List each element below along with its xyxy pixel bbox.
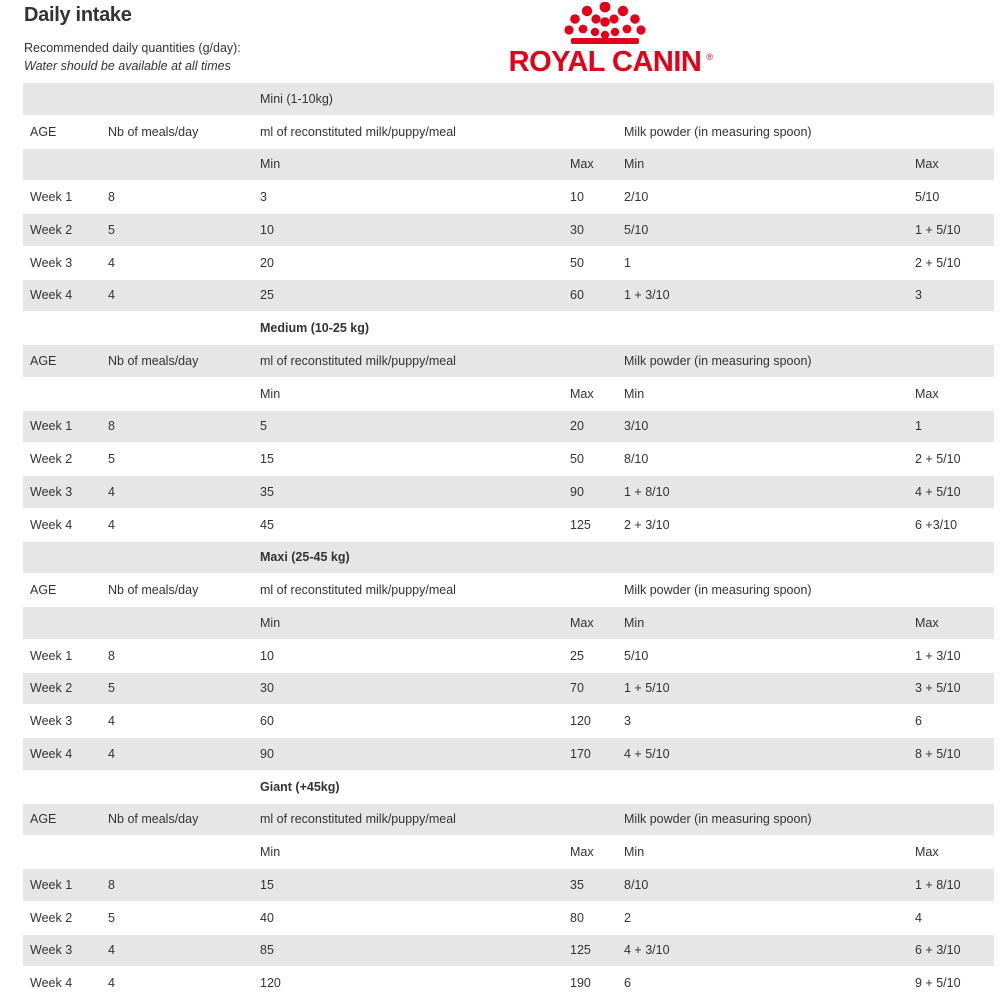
cell-powder-min: 4 + 3/10 <box>617 934 908 967</box>
cell-milk-min: 15 <box>253 869 563 902</box>
cell-powder-min: 2 + 3/10 <box>617 508 908 541</box>
sub-powder-max: Max <box>908 377 994 410</box>
table-row <box>23 738 994 771</box>
cell-powder-min: 1 <box>617 246 908 279</box>
header-powder: Milk powder (in measuring spoon) <box>617 803 994 836</box>
cell-powder-max: 1 + 3/10 <box>908 639 994 672</box>
cell-powder-min: 2/10 <box>617 181 908 214</box>
header-age: AGE <box>23 574 101 607</box>
cell-powder-max: 2 + 5/10 <box>908 443 994 476</box>
cell-age: Week 4 <box>23 279 101 312</box>
cell-powder-max: 6 <box>908 705 994 738</box>
cell-powder-min: 5/10 <box>617 214 908 247</box>
cell-powder-min: 5/10 <box>617 639 908 672</box>
header-meals: Nb of meals/day <box>101 803 253 836</box>
cell-age: Week 3 <box>23 705 101 738</box>
sub-powder-max: Max <box>908 148 994 181</box>
min-max-row <box>23 836 994 869</box>
cell-milk-min: 35 <box>253 476 563 509</box>
header-powder: Milk powder (in measuring spoon) <box>617 345 994 378</box>
section-title: Mini (1-10kg) <box>253 83 994 115</box>
header-milk: ml of reconstituted milk/puppy/meal <box>253 115 617 148</box>
crown-icon <box>497 2 713 48</box>
header-powder: Milk powder (in measuring spoon) <box>617 574 994 607</box>
cell-milk-max: 125 <box>563 934 617 967</box>
cell-powder-min: 1 + 8/10 <box>617 476 908 509</box>
cell-milk-min: 90 <box>253 738 563 771</box>
cell-milk-min: 3 <box>253 181 563 214</box>
cell-meals: 4 <box>101 476 253 509</box>
cell-age: Week 1 <box>23 181 101 214</box>
header-meals: Nb of meals/day <box>101 574 253 607</box>
cell-milk-max: 125 <box>563 508 617 541</box>
cell-powder-min: 1 + 3/10 <box>617 279 908 312</box>
table-row <box>23 934 994 967</box>
table-row <box>23 279 994 312</box>
cell-meals: 5 <box>101 443 253 476</box>
sub-powder-max: Max <box>908 836 994 869</box>
header-age: AGE <box>23 803 101 836</box>
cell-milk-max: 30 <box>563 214 617 247</box>
header-powder: Milk powder (in measuring spoon) <box>617 115 994 148</box>
cell-milk-min: 10 <box>253 639 563 672</box>
sub-powder-min: Min <box>617 607 908 640</box>
sub-milk-max: Max <box>563 148 617 181</box>
cell-meals: 4 <box>101 246 253 279</box>
section-title: Giant (+45kg) <box>253 770 994 803</box>
header-milk: ml of reconstituted milk/puppy/meal <box>253 803 617 836</box>
cell-milk-min: 25 <box>253 279 563 312</box>
sub-powder-min: Min <box>617 836 908 869</box>
cell-milk-max: 190 <box>563 967 617 1000</box>
cell-meals: 8 <box>101 869 253 902</box>
header-meals: Nb of meals/day <box>101 115 253 148</box>
cell-meals: 8 <box>101 410 253 443</box>
cell-meals: 5 <box>101 672 253 705</box>
cell-milk-max: 20 <box>563 410 617 443</box>
section-title-row <box>23 312 994 345</box>
subtitle: Recommended daily quantities (g/day): <box>24 41 241 55</box>
table-row <box>23 901 994 934</box>
cell-age: Week 3 <box>23 246 101 279</box>
cell-age: Week 2 <box>23 214 101 247</box>
sub-milk-max: Max <box>563 836 617 869</box>
cell-meals: 4 <box>101 738 253 771</box>
sub-powder-max: Max <box>908 607 994 640</box>
section-title-row <box>23 83 994 115</box>
min-max-row <box>23 607 994 640</box>
cell-age: Week 4 <box>23 738 101 771</box>
cell-milk-max: 25 <box>563 639 617 672</box>
cell-powder-max: 1 + 5/10 <box>908 214 994 247</box>
cell-powder-max: 9 + 5/10 <box>908 967 994 1000</box>
cell-meals: 4 <box>101 934 253 967</box>
table-row <box>23 476 994 509</box>
cell-powder-max: 8 + 5/10 <box>908 738 994 771</box>
cell-milk-min: 20 <box>253 246 563 279</box>
cell-milk-min: 5 <box>253 410 563 443</box>
table-row <box>23 181 994 214</box>
cell-milk-min: 40 <box>253 901 563 934</box>
cell-powder-max: 2 + 5/10 <box>908 246 994 279</box>
table-row <box>23 672 994 705</box>
column-header-row <box>23 574 994 607</box>
cell-powder-max: 4 <box>908 901 994 934</box>
header-milk: ml of reconstituted milk/puppy/meal <box>253 574 617 607</box>
sub-milk-min: Min <box>253 836 563 869</box>
cell-age: Week 2 <box>23 901 101 934</box>
table-row <box>23 508 994 541</box>
table-row <box>23 967 994 1000</box>
cell-milk-min: 15 <box>253 443 563 476</box>
table-row <box>23 639 994 672</box>
section-title: Maxi (25-45 kg) <box>253 541 994 574</box>
min-max-row <box>23 148 994 181</box>
cell-powder-max: 5/10 <box>908 181 994 214</box>
cell-meals: 4 <box>101 967 253 1000</box>
cell-milk-min: 120 <box>253 967 563 1000</box>
sub-powder-min: Min <box>617 148 908 181</box>
cell-powder-min: 2 <box>617 901 908 934</box>
header-meals: Nb of meals/day <box>101 345 253 378</box>
cell-age: Week 4 <box>23 508 101 541</box>
table-row <box>23 214 994 247</box>
cell-milk-max: 120 <box>563 705 617 738</box>
cell-milk-max: 10 <box>563 181 617 214</box>
cell-powder-max: 3 <box>908 279 994 312</box>
sub-milk-max: Max <box>563 377 617 410</box>
table-row <box>23 869 994 902</box>
header-age: AGE <box>23 345 101 378</box>
cell-age: Week 2 <box>23 443 101 476</box>
cell-milk-min: 85 <box>253 934 563 967</box>
cell-meals: 4 <box>101 508 253 541</box>
subtitle-block <box>24 39 241 75</box>
sub-milk-min: Min <box>253 377 563 410</box>
cell-powder-max: 6 + 3/10 <box>908 934 994 967</box>
logo-wordmark: ROYAL CANIN <box>508 46 702 78</box>
section-title: Medium (10-25 kg) <box>253 312 994 345</box>
cell-age: Week 2 <box>23 672 101 705</box>
cell-milk-max: 90 <box>563 476 617 509</box>
column-header-row <box>23 803 994 836</box>
cell-milk-min: 60 <box>253 705 563 738</box>
min-max-row <box>23 377 994 410</box>
cell-powder-min: 8/10 <box>617 869 908 902</box>
cell-powder-min: 4 + 5/10 <box>617 738 908 771</box>
cell-meals: 5 <box>101 214 253 247</box>
table-row <box>23 443 994 476</box>
cell-milk-min: 10 <box>253 214 563 247</box>
cell-meals: 4 <box>101 279 253 312</box>
registered-mark: ® <box>706 52 713 62</box>
daily-intake-table <box>23 83 994 1000</box>
section-title-row <box>23 770 994 803</box>
cell-powder-min: 6 <box>617 967 908 1000</box>
cell-age: Week 3 <box>23 934 101 967</box>
table-row <box>23 410 994 443</box>
column-header-row <box>23 115 994 148</box>
cell-meals: 8 <box>101 181 253 214</box>
cell-milk-min: 45 <box>253 508 563 541</box>
water-note: Water should be available at all times <box>24 59 231 73</box>
section-title-row <box>23 541 994 574</box>
cell-powder-max: 1 <box>908 410 994 443</box>
cell-milk-max: 170 <box>563 738 617 771</box>
sub-milk-min: Min <box>253 607 563 640</box>
column-header-row <box>23 345 994 378</box>
cell-meals: 5 <box>101 901 253 934</box>
cell-meals: 4 <box>101 705 253 738</box>
cell-age: Week 4 <box>23 967 101 1000</box>
page-title: Daily intake <box>24 4 132 26</box>
cell-age: Week 1 <box>23 410 101 443</box>
table-row <box>23 246 994 279</box>
royal-canin-logo <box>497 2 713 80</box>
sub-powder-min: Min <box>617 377 908 410</box>
cell-powder-max: 3 + 5/10 <box>908 672 994 705</box>
cell-milk-max: 60 <box>563 279 617 312</box>
cell-powder-max: 4 + 5/10 <box>908 476 994 509</box>
cell-powder-max: 1 + 8/10 <box>908 869 994 902</box>
cell-powder-min: 1 + 5/10 <box>617 672 908 705</box>
cell-milk-max: 50 <box>563 246 617 279</box>
cell-milk-max: 70 <box>563 672 617 705</box>
cell-milk-min: 30 <box>253 672 563 705</box>
cell-age: Week 1 <box>23 869 101 902</box>
header-age: AGE <box>23 115 101 148</box>
cell-milk-max: 35 <box>563 869 617 902</box>
cell-milk-max: 80 <box>563 901 617 934</box>
cell-age: Week 3 <box>23 476 101 509</box>
cell-milk-max: 50 <box>563 443 617 476</box>
cell-powder-min: 8/10 <box>617 443 908 476</box>
sub-milk-max: Max <box>563 607 617 640</box>
cell-age: Week 1 <box>23 639 101 672</box>
cell-powder-min: 3/10 <box>617 410 908 443</box>
cell-powder-max: 6 +3/10 <box>908 508 994 541</box>
table-row <box>23 705 994 738</box>
sub-milk-min: Min <box>253 148 563 181</box>
header-milk: ml of reconstituted milk/puppy/meal <box>253 345 617 378</box>
cell-powder-min: 3 <box>617 705 908 738</box>
cell-meals: 8 <box>101 639 253 672</box>
